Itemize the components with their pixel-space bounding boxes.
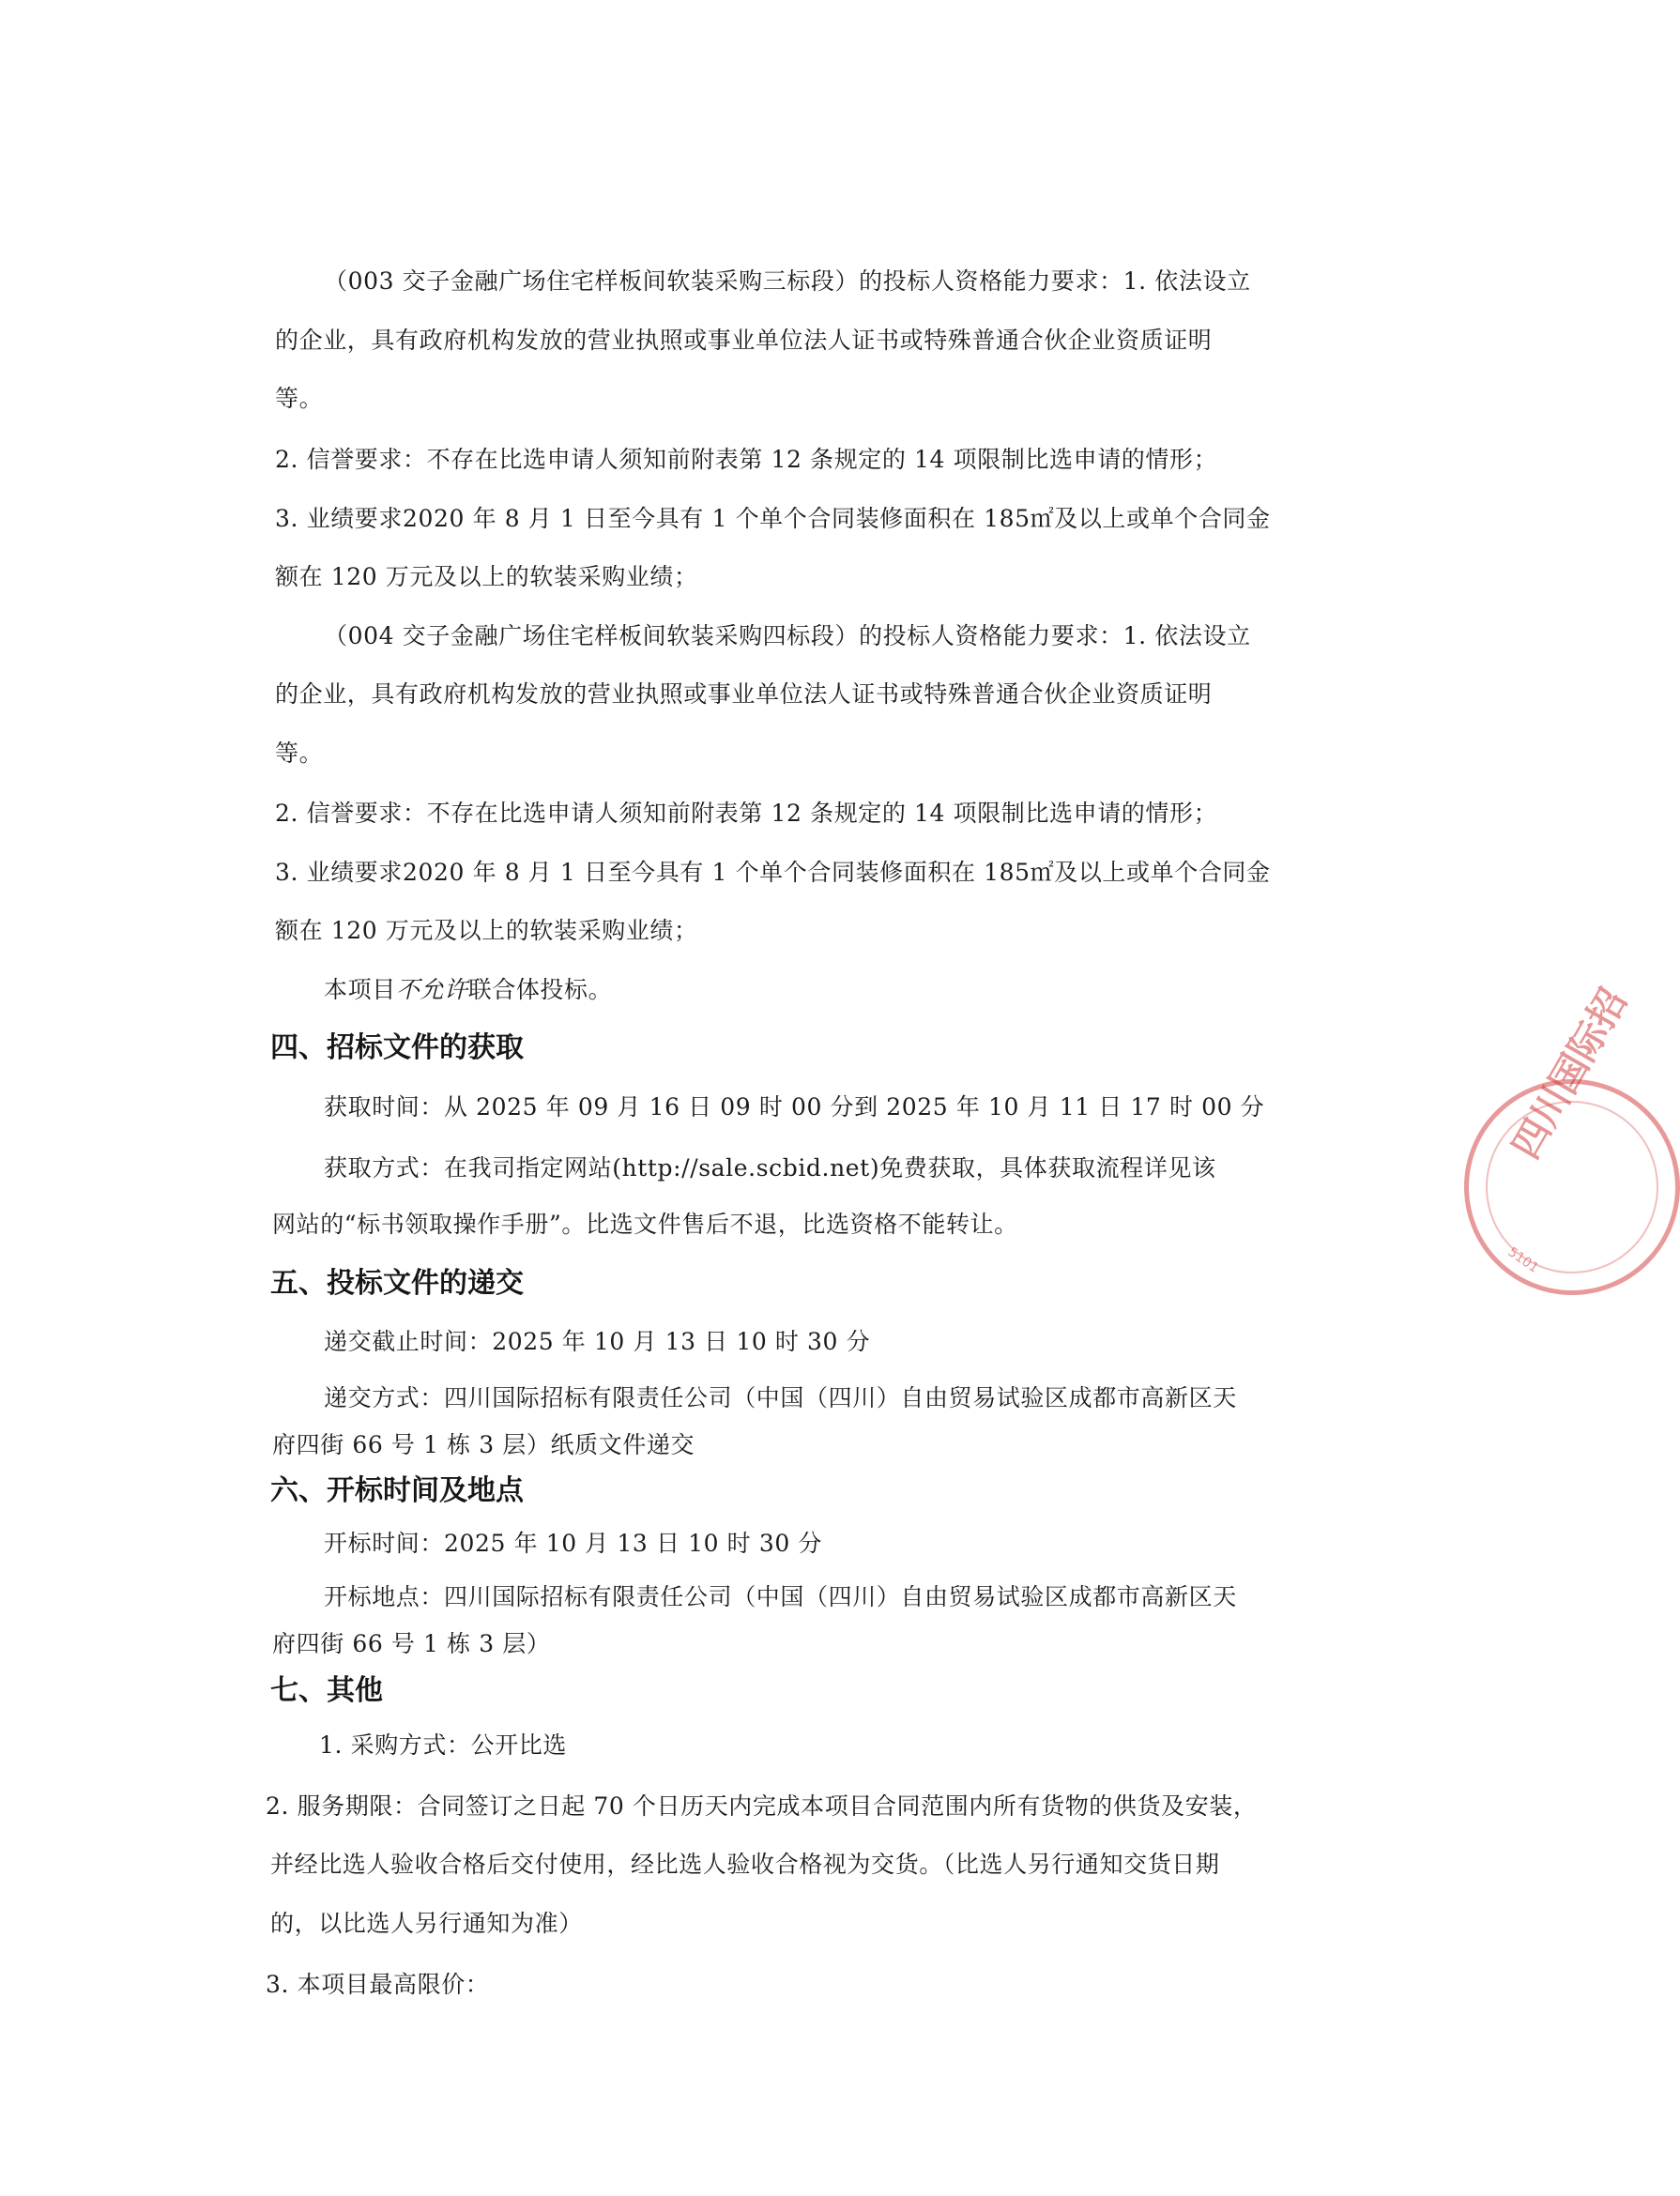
consortium-emphasis: 不允许 (395, 976, 468, 1003)
lot4-intro: （004 交子金融广场住宅样板间软装采购四标段）的投标人资格能力要求：1. 依法设立 (324, 622, 1251, 649)
other-item-2-cont: 并经比选人验收合格后交付使用，经比选人验收合格视为交货。（比选人另行通知交货日期 (270, 1851, 1220, 1878)
section-7-title: 七、其他 (270, 1674, 383, 1707)
lot4-performance-cont: 额在 120 万元及以上的软装采购业绩； (275, 917, 698, 944)
acquisition-time: 获取时间：从 2025 年 09 月 16 日 09 时 00 分到 2025 年 10 月 11 日 17 时 00 分 (324, 1093, 1265, 1121)
opening-place-cont: 府四街 66 号 1 栋 3 层） (272, 1630, 551, 1657)
lot3-intro-cont: 的企业，具有政府机构发放的营业执照或事业单位法人证书或特殊普通合伙企业资质证明 (275, 327, 1213, 354)
lot3-performance-requirement: 3. 业绩要求2020 年 8 月 1 日至今具有 1 个单个合同装修面积在 185㎡及以上或单个合同金 (275, 505, 1271, 532)
acquisition-method: 获取方式：在我司指定网站(http://sale.scbid.net)免费获取，具体获取流程详见该 (324, 1154, 1216, 1182)
other-item-2: 2. 服务期限：合同签订之日起 70 个日历天内完成本项目合同范围内所有货物的供货及安装， (266, 1792, 1258, 1820)
other-item-1: 1. 采购方式：公开比选 (319, 1731, 568, 1759)
section-6-title: 六、开标时间及地点 (270, 1474, 524, 1507)
lot3-intro: （003 交子金融广场住宅样板间软装采购三标段）的投标人资格能力要求：1. 依法设立 (324, 267, 1251, 295)
opening-place: 开标地点：四川国际招标有限责任公司（中国（四川）自由贸易试验区成都市高新区天 (324, 1583, 1237, 1610)
lot3-performance-cont: 额在 120 万元及以上的软装采购业绩； (275, 563, 698, 590)
seal-code: 5101 (1504, 1244, 1542, 1276)
lot4-intro-cont: 等。 (275, 740, 324, 767)
other-item-3: 3. 本项目最高限价： (266, 1971, 490, 1998)
submission-deadline: 递交截止时间：2025 年 10 月 13 日 10 时 30 分 (324, 1328, 871, 1355)
section-4-title: 四、招标文件的获取 (270, 1031, 524, 1064)
consortium-suffix: 联合体投标。 (467, 976, 613, 1003)
consortium-prefix: 本项目 (324, 976, 396, 1003)
lot4-credit-requirement: 2. 信誉要求：不存在比选申请人须知前附表第 12 条规定的 14 项限制比选申请的情形； (275, 800, 1218, 827)
section-5-title: 五、投标文件的递交 (270, 1267, 524, 1300)
submission-method: 递交方式：四川国际招标有限责任公司（中国（四川）自由贸易试验区成都市高新区天 (324, 1384, 1237, 1411)
other-item-2-cont: 的，以比选人另行通知为准） (270, 1910, 583, 1937)
lot3-credit-requirement: 2. 信誉要求：不存在比选申请人须知前附表第 12 条规定的 14 项限制比选申请的情形； (275, 446, 1218, 473)
opening-time: 开标时间：2025 年 10 月 13 日 10 时 30 分 (324, 1530, 822, 1557)
submission-method-cont: 府四街 66 号 1 栋 3 层）纸质文件递交 (272, 1431, 695, 1458)
company-seal (1464, 982, 1680, 1295)
acquisition-method-cont: 网站的“标书领取操作手册”。比选文件售后不退，比选资格不能转让。 (272, 1211, 1018, 1238)
lot4-intro-cont: 的企业，具有政府机构发放的营业执照或事业单位法人证书或特殊普通合伙企业资质证明 (275, 680, 1213, 708)
consortium-statement (324, 971, 612, 1009)
lot3-intro-cont: 等。 (275, 385, 324, 412)
lot4-performance-requirement: 3. 业绩要求2020 年 8 月 1 日至今具有 1 个单个合同装修面积在 185㎡及以上或单个合同金 (275, 859, 1271, 886)
seal-text: 四川国际招 (1504, 982, 1636, 1167)
